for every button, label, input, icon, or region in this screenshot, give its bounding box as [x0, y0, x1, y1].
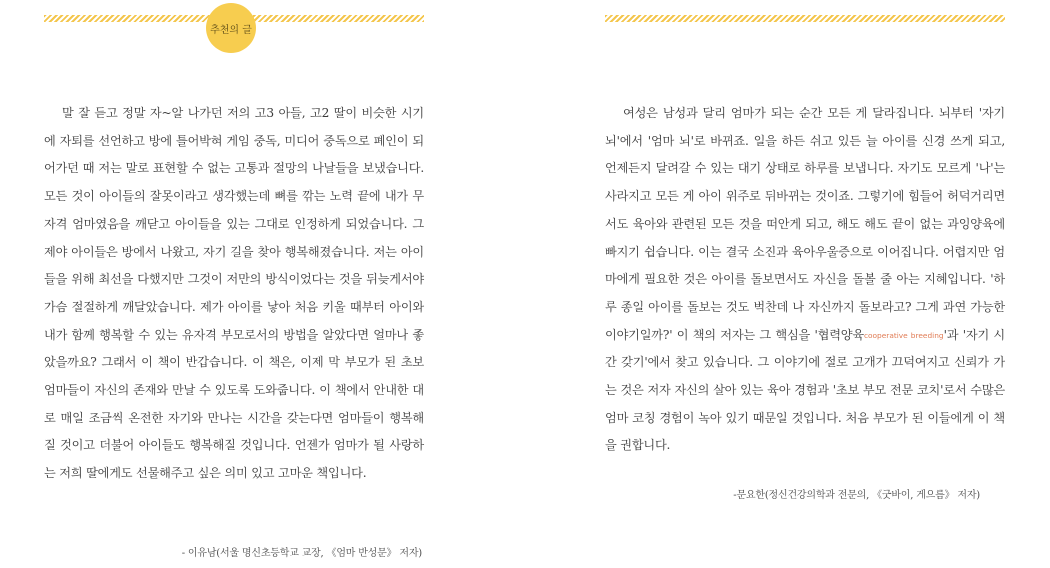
recommendation-signature: - 이유남(서울 명신초등학교 교장, 《엄마 반성문》 저자)	[181, 548, 422, 559]
recommendation-paragraph	[605, 100, 1005, 460]
section-badge	[206, 3, 256, 53]
header-stripe	[605, 15, 1005, 22]
term-annotation: cooperative breeding	[863, 330, 944, 340]
recommendation-signature: -문요한(정신건강의학과 전문의, 《굿바이, 게으름》 저자)	[733, 490, 980, 501]
recommendation-text-part-1: 여성은 남성과 달리 엄마가 되는 순간 모든 게 달라집니다. 뇌부터 '자기 뇌'에서 '엄마 뇌'로 바뀌죠. 일을 하든 쉬고 있든 늘 아이를 신경 쓰게 되고, 언제든지 달려갈 수 있는 대기 상태로 하루를 보냅니다. 자기도 모르게 '나'는 사라지고 모든 게 아이 위주로 뒤바뀌는 것이죠. 그렇기에 힘들어 허덕거리면서도 육아와 관련된 모든 것을 떠안게 되고, 해도 해도 끝이 없는 과잉양육에 빠지기 쉽습니다. 이는 결국 소진과 육아우울증으로 이어집니다. 어렵지만 엄마에게 필요한 것은 아이를 돌보면서도 자신을 돌볼 줄 아는 지혜입니다. '하루 종일 아이를 돌보는 것도 벅찬데 나 자신까지 돌보라고? 그게 과연 가능한 이야기일까?' 이 책의 저자는 그 핵심을 '협력양육	[605, 106, 1005, 342]
section-badge-label: 추천의 글	[210, 24, 252, 36]
recommendation-paragraph	[44, 100, 424, 488]
right-page	[525, 0, 1050, 568]
recommendation-text-part-2: '과 '자기 시간 갖기'에서 찾고 있습니다. 그 이야기에 절로 고개가 끄덕여지고 신뢰가 가는 것은 저자 자신의 살아 있는 육아 경험과 '초보 부모 전문 코치'로서 수많은 엄마 코칭 경험이 녹아 있기 때문일 것입니다. 처음 부모가 된 이들에게 이 책을 권합니다.	[605, 327, 1005, 453]
recommendation-text: 말 잘 듣고 정말 자~알 나가던 저의 고3 아들, 고2 딸이 비슷한 시기에 자퇴를 선언하고 방에 틀어박혀 게임 중독, 미디어 중독으로 폐인이 되어가던 때 저는 말로 표현할 수 없는 고통과 절망의 나날들을 보냈습니다. 모든 것이 아이들의 잘못이라고 생각했는데 뼈를 깎는 노력 끝에 내가 무자격 엄마였음을 깨닫고 아이들을 있는 그대로 인정하게 되었습니다. 그제야 아이들은 방에서 나왔고, 자기 길을 찾아 행복해졌습니다. 저는 아이들을 위해 최선을 다했지만 그것이 저만의 방식이었다는 것을 뒤늦게서야 가슴 절절하게 깨달았습니다. 제가 아이를 낳아 처음 키울 때부터 아이와 내가 함께 행복할 수 있는 유자격 부모로서의 방법을 알았다면 얼마나 좋았을까요? 그래서 이 책이 반갑습니다. 이 책은, 이제 막 부모가 된 초보 엄마들이 자신의 존재와 만날 수 있도록 도와줍니다. 이 책에서 안내한 대로 매일 조금씩 온전한 자기와 만나는 시간을 갖는다면 엄마들이 행복해질 것이고 더불어 아이들도 행복해질 것입니다. 언젠가 엄마가 될 사랑하는 저희 딸에게도 선물해주고 싶은 의미 있고 고마운 책입니다.	[44, 106, 424, 481]
